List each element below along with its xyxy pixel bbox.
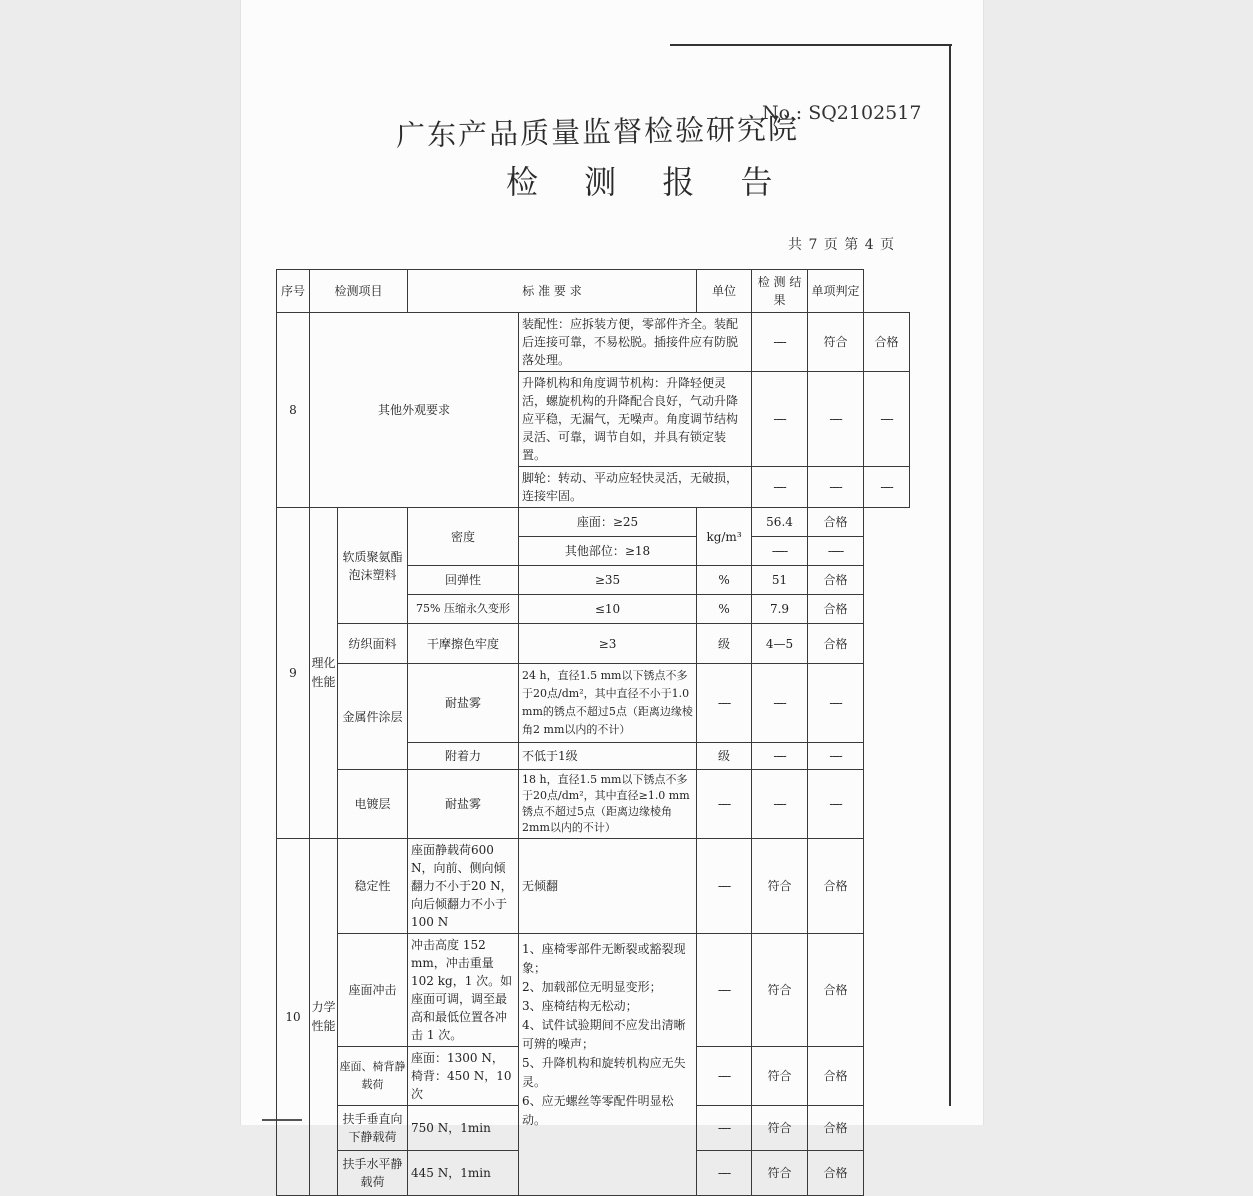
item-cell: 干摩擦色牢度 <box>408 624 519 664</box>
verdict-cell: ---- <box>808 743 864 770</box>
result-cell: 符合 <box>752 1106 808 1151</box>
verdict-cell: 合格 <box>864 313 910 372</box>
scan-edge <box>670 44 952 46</box>
unit-cell: % <box>697 595 752 624</box>
standard-cell: 座面：≥25 <box>519 508 697 537</box>
table-row <box>277 839 910 934</box>
item-cell: 附着力 <box>408 743 519 770</box>
unit-cell: 级 <box>697 743 752 770</box>
standard-cell: 升降机构和角度调节机构：升降轻便灵活，螺旋机构的升降配合良好，气动升降应平稳，无漏气，无噪声。角度调节结构灵活、可靠，调节自如，并具有锁定装置。 <box>519 372 752 467</box>
group-cell: 软质聚氨酯泡沫塑料 <box>338 508 408 624</box>
verdict-cell: 合格 <box>808 1151 864 1196</box>
verdict-cell: ---- <box>864 467 910 508</box>
result-cell: 51 <box>752 566 808 595</box>
verdict-cell: 合格 <box>808 1047 864 1106</box>
report-title: 检 测 报 告 <box>506 163 791 201</box>
result-cell: ---- <box>808 467 864 508</box>
header-result: 检 测 结 果 <box>752 270 808 313</box>
result-cell: ---- <box>808 372 864 467</box>
result-cell: 符合 <box>752 839 808 934</box>
category-cell: 力学性能 <box>310 839 338 1196</box>
header-standard: 标 准 要 求 <box>408 270 697 313</box>
table-header-row <box>277 270 910 313</box>
header-verdict: 单项判定 <box>808 270 864 313</box>
scan-edge <box>949 44 951 1106</box>
unit-cell: kg/m³ <box>697 508 752 566</box>
verdict-cell: 合格 <box>808 934 864 1047</box>
standard-cell: ≥35 <box>519 566 697 595</box>
verdict-cell: 合格 <box>808 595 864 624</box>
item-cell: 扶手垂直向下静载荷 <box>338 1106 408 1151</box>
table-row <box>277 934 910 1047</box>
standard-cell: 其他部位：≥18 <box>519 537 697 566</box>
table-row <box>277 770 910 839</box>
header-unit: 单位 <box>697 270 752 313</box>
verdict-cell: ---- <box>864 372 910 467</box>
standard-cell: ≥3 <box>519 624 697 664</box>
result-cell: ---- <box>752 770 808 839</box>
seq-cell: 10 <box>277 839 310 1196</box>
group-cell: 金属件涂层 <box>338 664 408 770</box>
unit-cell: ---- <box>697 1106 752 1151</box>
result-cell: 符合 <box>752 1151 808 1196</box>
standard-cell: 无倾翻 <box>519 839 697 934</box>
item-cell: 回弹性 <box>408 566 519 595</box>
seq-cell: 8 <box>277 313 310 508</box>
standard-cell: 1、座椅零部件无断裂或豁裂现象； 2、加载部位无明显变形； 3、座椅结构无松动； 4、试件试验期间不应发出清晰可辨的噪声； 5、升降机构和旋转机构应无失灵。 6、应无螺丝等零配件明显松动。 <box>519 934 697 1196</box>
table-row <box>277 664 910 743</box>
result-cell: 符合 <box>808 313 864 372</box>
standard-cell: 18 h，直径1.5 mm以下锈点不多于20点/dm²，其中直径≥1.0 mm锈点不超过5点（距离边缘棱角2mm以内的不计） <box>519 770 697 839</box>
item-cell: 稳定性 <box>338 839 408 934</box>
result-cell: 符合 <box>752 934 808 1047</box>
result-cell: 符合 <box>752 1047 808 1106</box>
unit-cell: ---- <box>697 770 752 839</box>
verdict-cell: ----- <box>808 537 864 566</box>
verdict-cell: ---- <box>808 664 864 743</box>
header-seq: 序号 <box>277 270 310 313</box>
result-cell: 7.9 <box>752 595 808 624</box>
condition-cell: 冲击高度 152 mm，冲击重量102 kg，1 次。如座面可调，调至最高和最低位置各冲击 1 次。 <box>408 934 519 1047</box>
unit-cell: ---- <box>752 372 808 467</box>
item-cell: 座面、椅背静载荷 <box>338 1047 408 1106</box>
result-cell: 56.4 <box>752 508 808 537</box>
standard-cell: ≤10 <box>519 595 697 624</box>
verdict-cell: 合格 <box>808 508 864 537</box>
header-item: 检测项目 <box>310 270 408 313</box>
condition-cell: 座面静载荷600 N，向前、侧向倾翻力不小于20 N，向后倾翻力不小于100 N <box>408 839 519 934</box>
seq-cell: 9 <box>277 508 310 839</box>
result-cell: ----- <box>752 537 808 566</box>
verdict-cell: 合格 <box>808 566 864 595</box>
verdict-cell: 合格 <box>808 1106 864 1151</box>
unit-cell: ---- <box>697 839 752 934</box>
unit-cell: ---- <box>697 1047 752 1106</box>
item-cell: 密度 <box>408 508 519 566</box>
standard-cell: 脚轮：转动、平动应轻快灵活，无破损，连接牢固。 <box>519 467 752 508</box>
report-number: No.: SQ2102517 <box>762 102 922 124</box>
unit-cell: ---- <box>697 1151 752 1196</box>
unit-cell: ---- <box>697 934 752 1047</box>
standard-cell: 不低于1级 <box>519 743 697 770</box>
table-row <box>277 313 910 372</box>
unit-cell: ---- <box>697 664 752 743</box>
group-cell: 电镀层 <box>338 770 408 839</box>
condition-cell: 750 N，1min <box>408 1106 519 1151</box>
result-cell: 4—5 <box>752 624 808 664</box>
institute-title: 广东产品质量监督检验研究院 <box>395 111 800 153</box>
condition-cell: 座面：1300 N，椅背：450 N，10 次 <box>408 1047 519 1106</box>
item-cell: 75% 压缩永久变形 <box>408 595 519 624</box>
inspection-table <box>276 269 910 1196</box>
result-cell: ---- <box>752 664 808 743</box>
item-cell: 耐盐雾 <box>408 664 519 743</box>
standard-cell: 装配性：应拆装方便，零部件齐全。装配后连接可靠，不易松脱。插接件应有防脱落处理。 <box>519 313 752 372</box>
category-cell: 理化性能 <box>310 508 338 839</box>
table-row <box>277 508 910 537</box>
result-cell: ---- <box>752 743 808 770</box>
item-cell: 耐盐雾 <box>408 770 519 839</box>
standard-cell: 24 h，直径1.5 mm以下锈点不多于20点/dm²，其中直径不小于1.0 mm的锈点不超过5点（距离边缘棱角2 mm以内的不计） <box>519 664 697 743</box>
page-indicator: 共 7 页 第 4 页 <box>788 237 896 253</box>
unit-cell: % <box>697 566 752 595</box>
unit-cell: 级 <box>697 624 752 664</box>
condition-cell: 445 N，1min <box>408 1151 519 1196</box>
unit-cell: ---- <box>752 467 808 508</box>
unit-cell: ---- <box>752 313 808 372</box>
verdict-cell: ---- <box>808 770 864 839</box>
verdict-cell: 合格 <box>808 624 864 664</box>
item-cell: 扶手水平静载荷 <box>338 1151 408 1196</box>
item-cell: 其他外观要求 <box>310 313 519 508</box>
item-cell: 座面冲击 <box>338 934 408 1047</box>
group-cell: 纺织面料 <box>338 624 408 664</box>
verdict-cell: 合格 <box>808 839 864 934</box>
table-row <box>277 624 910 664</box>
